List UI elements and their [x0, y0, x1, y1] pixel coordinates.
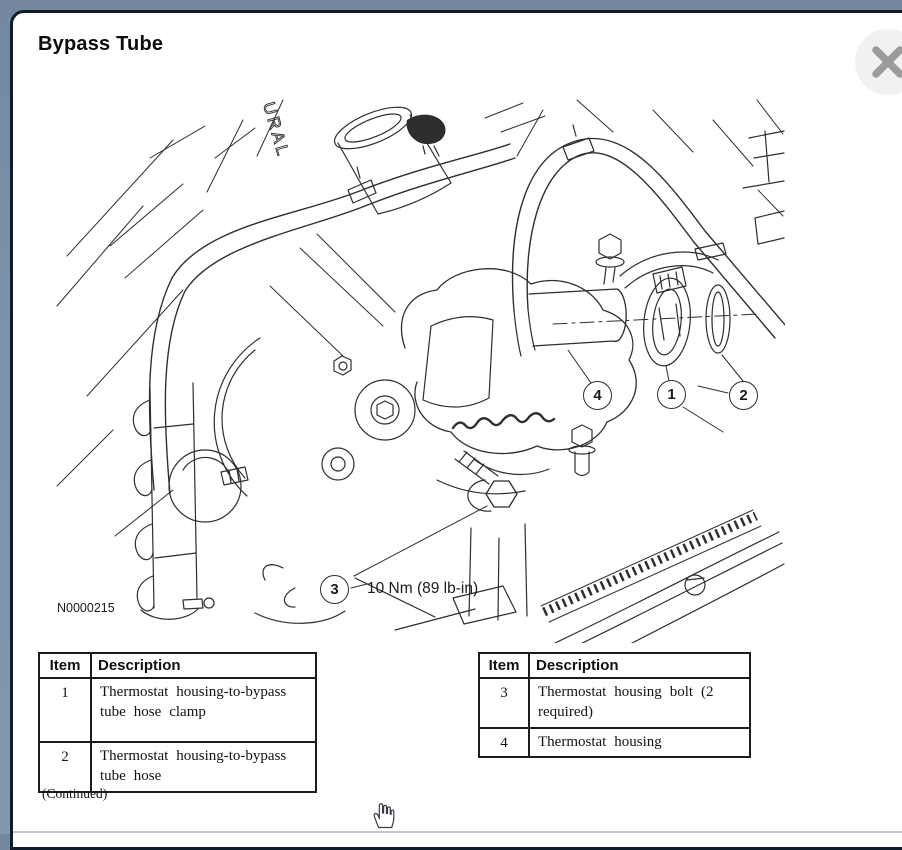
callout-1	[657, 380, 686, 409]
item-description: Thermostat housing bolt (2 required)	[529, 678, 750, 728]
close-icon	[855, 29, 902, 95]
figure-id-label: N0000215	[57, 601, 115, 615]
header-description: Description	[529, 653, 750, 678]
callout-3	[320, 575, 349, 604]
torque-label: 10 Nm (89 lb-in)	[367, 580, 479, 597]
callout-4-label: 4	[593, 387, 602, 404]
hand-cursor-icon	[370, 802, 395, 834]
table-row	[39, 678, 316, 742]
item-description: Thermostat housing	[529, 728, 750, 758]
table-row	[479, 728, 750, 758]
callout-2-label: 2	[739, 387, 748, 404]
item-number: 2	[39, 742, 91, 792]
item-number: 4	[479, 728, 529, 758]
callout-1-label: 1	[667, 386, 676, 403]
item-description: Thermostat housing-to-bypass tube hose	[91, 742, 316, 792]
figure-bypass-tube	[55, 98, 785, 643]
bottom-divider	[13, 831, 902, 833]
table-header-row	[39, 653, 316, 678]
engine-line-art	[55, 98, 785, 643]
continued-note: (Continued)	[42, 786, 108, 801]
parts-table-right	[478, 652, 751, 758]
cast-text: URAL	[259, 99, 294, 161]
callout-3-label: 3	[330, 581, 339, 598]
page-title: Bypass Tube	[38, 33, 164, 55]
callout-2	[729, 381, 758, 410]
close-button[interactable]	[855, 29, 902, 95]
header-item: Item	[479, 653, 529, 678]
table-row	[39, 742, 316, 792]
item-number: 1	[39, 678, 91, 742]
header-item: Item	[39, 653, 91, 678]
callout-4	[583, 381, 612, 410]
header-description: Description	[91, 653, 316, 678]
table-row	[479, 678, 750, 728]
item-description: Thermostat housing-to-bypass tube hose clamp	[91, 678, 316, 742]
parts-table-left	[38, 652, 317, 793]
item-number: 3	[479, 678, 529, 728]
table-header-row	[479, 653, 750, 678]
